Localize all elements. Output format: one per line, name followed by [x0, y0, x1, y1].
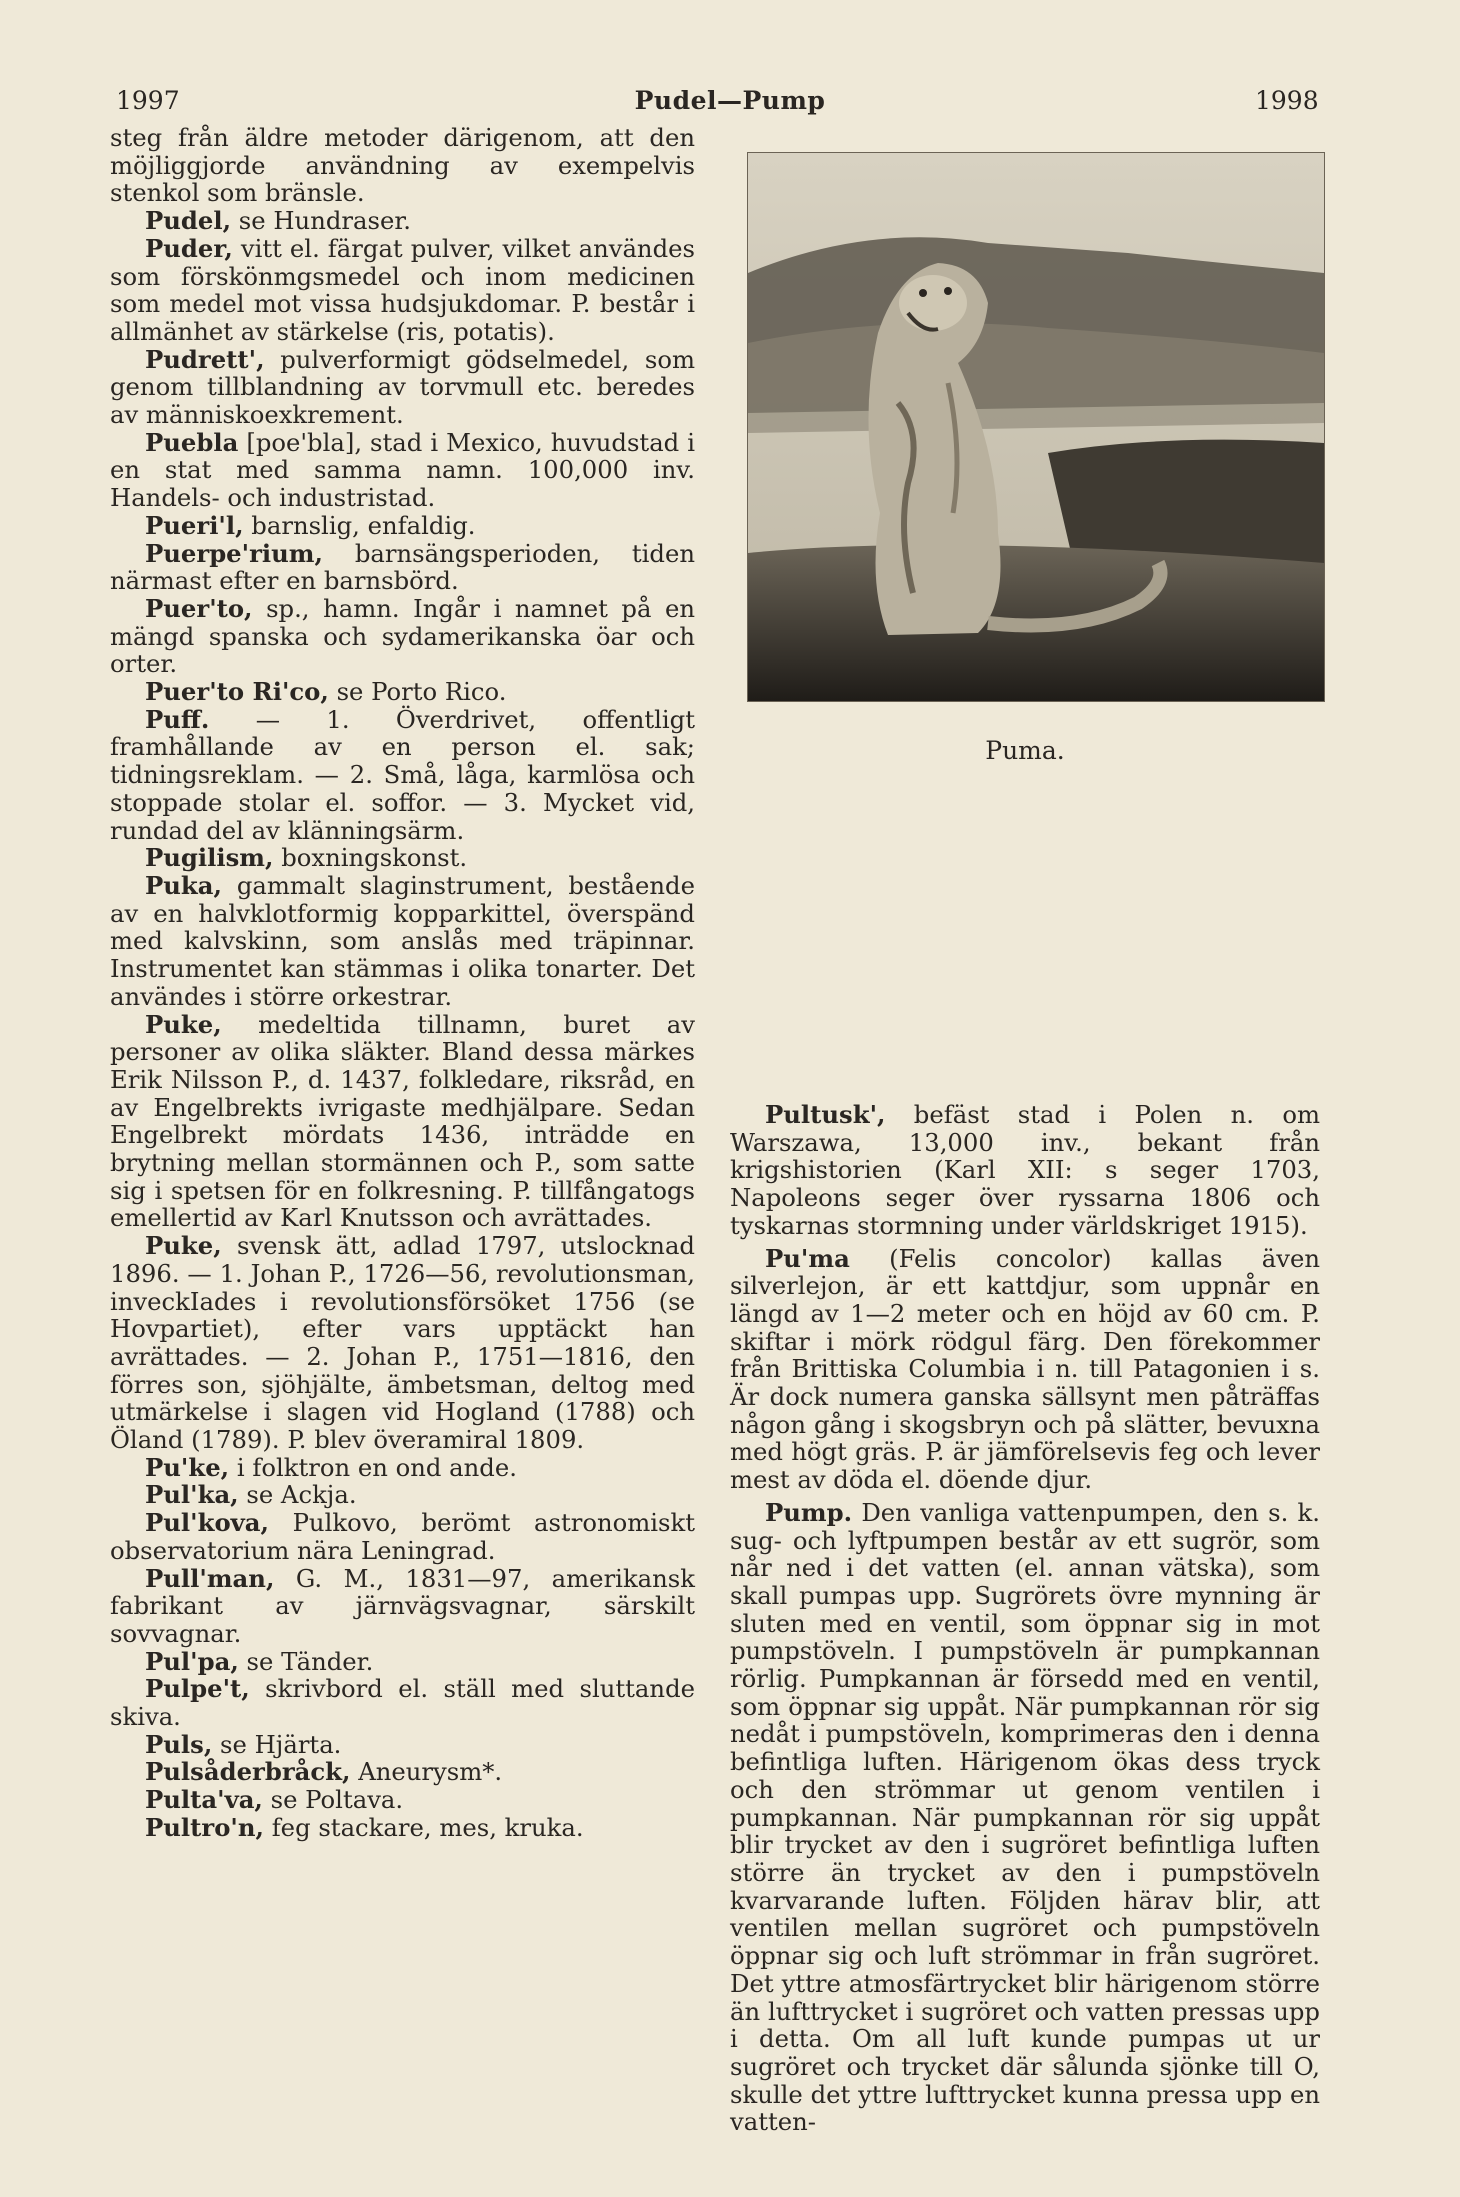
- entry-headword: Puer'to,: [145, 593, 253, 623]
- page-number-right: 1998: [1255, 86, 1319, 115]
- dictionary-entry: [110, 1011, 695, 1233]
- dictionary-entry: [110, 207, 695, 235]
- entry-text: barnsängsperioden, tiden närmast efter en barnsbörd.: [110, 538, 695, 596]
- dictionary-entry: [110, 540, 695, 595]
- entry-headword: Pu'ma: [765, 1243, 850, 1273]
- entry-text: G. M., 1831—97, amerikansk fabrikant av järnvägsvagnar, särskilt sovvagnar.: [110, 1563, 695, 1648]
- dictionary-entry: [730, 1101, 1320, 1240]
- entry-headword: Puerpe'rium,: [145, 538, 323, 568]
- dictionary-entry: [110, 124, 695, 207]
- entry-text: steg från äldre metoder därigenom, att den möjliggjorde användning av exempelvis stenkol som bränsle.: [110, 123, 695, 208]
- entry-text: pulverformigt gödselmedel, som genom tillblandning av torvmull etc. beredes av människoexkrement.: [110, 344, 695, 430]
- dictionary-entry: [110, 872, 695, 1011]
- entry-text: feg stackare, mes, kruka.: [263, 1812, 584, 1842]
- dictionary-entry: [110, 678, 695, 706]
- entry-text: skrivbord el. ställ med sluttande skiva.: [110, 1674, 695, 1732]
- entry-text: se Porto Rico.: [328, 677, 507, 707]
- dictionary-entry: [730, 1245, 1320, 1494]
- entry-text: gammalt slaginstrument, bestående av en halvklotformig kopparkittel, överspänd med kalvskinn, som anslås med träpinnar. Instrumentet kan stämmas i olika tonarter. Det användes i större orkestrar.: [110, 870, 695, 1011]
- entry-text: Den vanliga vattenpumpen, den s. k. sug- och lyftpumpen består av ett sugrör, som når ned i det vatten (el. annan vätska), som skall pumpas upp. Sugrörets övre mynning är sluten med en ventil, som öppnar sig in mot pumpstöveln. I pumpstöveln är pumpkannan rörlig. Pumpkannan är försedd med en ventil, som öppnar sig uppåt. När pumpkannan rör sig nedåt i pumpstöveln, komprimeras den i denna befintliga luften. Härigenom ökas dess tryck och den strömmar ut genom ventilen i pumpkannan. När pumpkannan rör sig uppåt blir trycket av den i sugröret befintliga luften större än trycket av den i pumpstöveln kvarvarande luften. Följden härav blir, att ventilen mellan sugröret och pumpstöveln öppnar sig och luft strömmar in från sugröret. Det yttre atmosfärtrycket blir härigenom större än lufttrycket i sugröret och vatten pressas upp i detta. Om all luft kunde pumpas ut ur sugröret och trycket där sålunda sjönke till O, skulle det yttre lufttrycket kunna pressa upp en vatten-: [730, 1497, 1320, 2137]
- entry-headword: Puke,: [145, 1009, 222, 1039]
- left-column: [110, 124, 695, 1842]
- entry-text: se Ackja.: [238, 1480, 357, 1510]
- entry-headword: Puder,: [145, 233, 233, 263]
- page-number-left: 1997: [116, 86, 180, 115]
- dictionary-entry: [110, 1648, 695, 1676]
- entry-headword: Pulta'va,: [145, 1785, 263, 1815]
- dictionary-entry: [110, 1758, 695, 1786]
- puma-illustration: [748, 153, 1324, 701]
- dictionary-entry: [110, 1675, 695, 1730]
- dictionary-entry: [110, 1481, 695, 1509]
- entry-headword: Puka,: [145, 870, 222, 900]
- entry-text: se Hjärta.: [212, 1729, 342, 1759]
- entry-headword: Pump.: [765, 1497, 853, 1527]
- entry-text: sp., hamn. Ingår i namnet på en mängd spanska och sydamerikanska öar och orter.: [110, 593, 695, 679]
- entry-headword: Pu'ke,: [145, 1452, 230, 1482]
- entry-text: se Hundraser.: [231, 206, 412, 236]
- entry-text: barnslig, enfaldig.: [243, 510, 476, 540]
- dictionary-entry: [110, 512, 695, 540]
- entry-headword: Puls,: [145, 1729, 213, 1759]
- entry-headword: Pultusk',: [765, 1100, 886, 1129]
- entry-text: medeltida tillnamn, buret av personer av olika släkter. Bland dessa märkes Erik Nilsson P., d. 1437, folkledare, riksråd, en av Engelbrekts ivrigaste medhjälpare. Sedan Engelbrekt mördats 1436, inträdde en brytning mellan stormännen och P., som satte sig i spetsen för en folkresning. P. tillfångatogs emellertid av Karl Knutsson och avrättades.: [110, 1009, 695, 1233]
- entry-text: se Poltava.: [262, 1785, 404, 1815]
- entry-text: svensk ätt, adlad 1797, utslocknad 1896. — 1. Johan P., 1726—56, revolutionsman, inveckIades i revolutionsförsöket 1756 (se Hovpartiet), efter vars upptäckt han avrättades. — 2. Johan P., 1751—1816, den förres son, sjöhjälte, ämbetsman, deltog med utmärkelse i slagen vid Hogland (1788) och Öland (1789). P. blev överamiral 1809.: [110, 1231, 695, 1455]
- puma-photo: [747, 152, 1325, 702]
- entry-headword: Pultro'n,: [145, 1812, 264, 1842]
- entry-text: Pulkovo, berömt astronomiskt observatorium nära Leningrad.: [110, 1508, 695, 1565]
- entry-headword: Pueri'l,: [145, 510, 244, 540]
- dictionary-entry: [110, 235, 695, 346]
- entry-headword: Pul'ka,: [145, 1480, 239, 1510]
- entry-text: Aneurysm*.: [350, 1757, 503, 1787]
- dictionary-entry: [110, 1232, 695, 1454]
- page-header: [0, 86, 1460, 126]
- entry-text: boxningskonst.: [273, 843, 468, 873]
- entry-headword: Puke,: [145, 1231, 222, 1261]
- entry-headword: Pull'man,: [145, 1563, 275, 1593]
- entry-headword: Pul'pa,: [145, 1646, 239, 1676]
- right-column: [730, 1101, 1320, 2141]
- dictionary-entry: [110, 1814, 695, 1842]
- dictionary-entry: [110, 844, 695, 872]
- entry-headword: Pulpe't,: [145, 1674, 250, 1704]
- entry-headword: Pugilism,: [145, 843, 274, 873]
- dictionary-entry: [110, 346, 695, 429]
- dictionary-entry: [110, 1509, 695, 1564]
- dictionary-entry: [110, 429, 695, 512]
- dictionary-entry: [110, 1786, 695, 1814]
- figure-caption: Puma.: [985, 736, 1065, 765]
- entry-headword: Puer'to Ri'co,: [145, 677, 329, 707]
- entry-headword: Pulsåderbråck,: [145, 1757, 351, 1787]
- dictionary-entry: [110, 1454, 695, 1482]
- dictionary-entry: [110, 1565, 695, 1648]
- entry-text: se Tänder.: [238, 1646, 374, 1676]
- dictionary-entry: [110, 706, 695, 845]
- entry-text: befäst stad i Polen n. om Warszawa, 13,000 inv., bekant från krigshistorien (Karl XII: s seger 1703, Napoleons seger över ryssarna 1806 och tyskarnas stormning under världskriget 1915).: [730, 1100, 1320, 1240]
- dictionary-entry: [730, 1499, 1320, 2136]
- entry-text: — 1. Överdrivet, offentligt framhållande av en person el. sak; tidningsreklam. — 2. Små, låga, karmlösa och stoppade stolar el. soffor. — 3. Mycket vid, rundad del av klänningsärm.: [110, 704, 695, 845]
- entry-headword: Pul'kova,: [145, 1508, 269, 1538]
- dictionary-entry: [110, 595, 695, 678]
- entry-headword: Pudrett',: [145, 344, 265, 374]
- entry-headword: Puebla: [145, 427, 239, 457]
- entry-text: vitt el. färgat pulver, vilket användes som förskönmgsmedel och inom medicinen som medel mot vissa hudsjukdomar. P. består i allmänhet av stärkelse (ris, potatis).: [110, 233, 695, 346]
- entry-headword: Pudel,: [145, 206, 232, 236]
- entry-text: (Felis concolor) kallas även silverlejon, är ett kattdjur, som uppnår en längd av 1—2 meter och en höjd av 60 cm. P. skiftar i mörk rödgul färg. Den förekommer från Brittiska Columbia i n. till Patagonien i s. Är dock numera ganska sällsynt men påträffas någon gång i skogsbryn och på slätter, bevuxna med högt gräs. P. är jämförelsevis feg och lever mest av döda el. döende djur.: [730, 1243, 1320, 1495]
- dictionary-entry: [110, 1731, 695, 1759]
- entry-headword: Puff.: [145, 704, 210, 734]
- entry-text: i folktron en ond ande.: [229, 1452, 517, 1482]
- running-head: Pudel—Pump: [634, 86, 826, 115]
- entry-text: [poe'bla], stad i Mexico, huvudstad i en stat med samma namn. 100,000 inv. Handels- och industristad.: [110, 427, 695, 513]
